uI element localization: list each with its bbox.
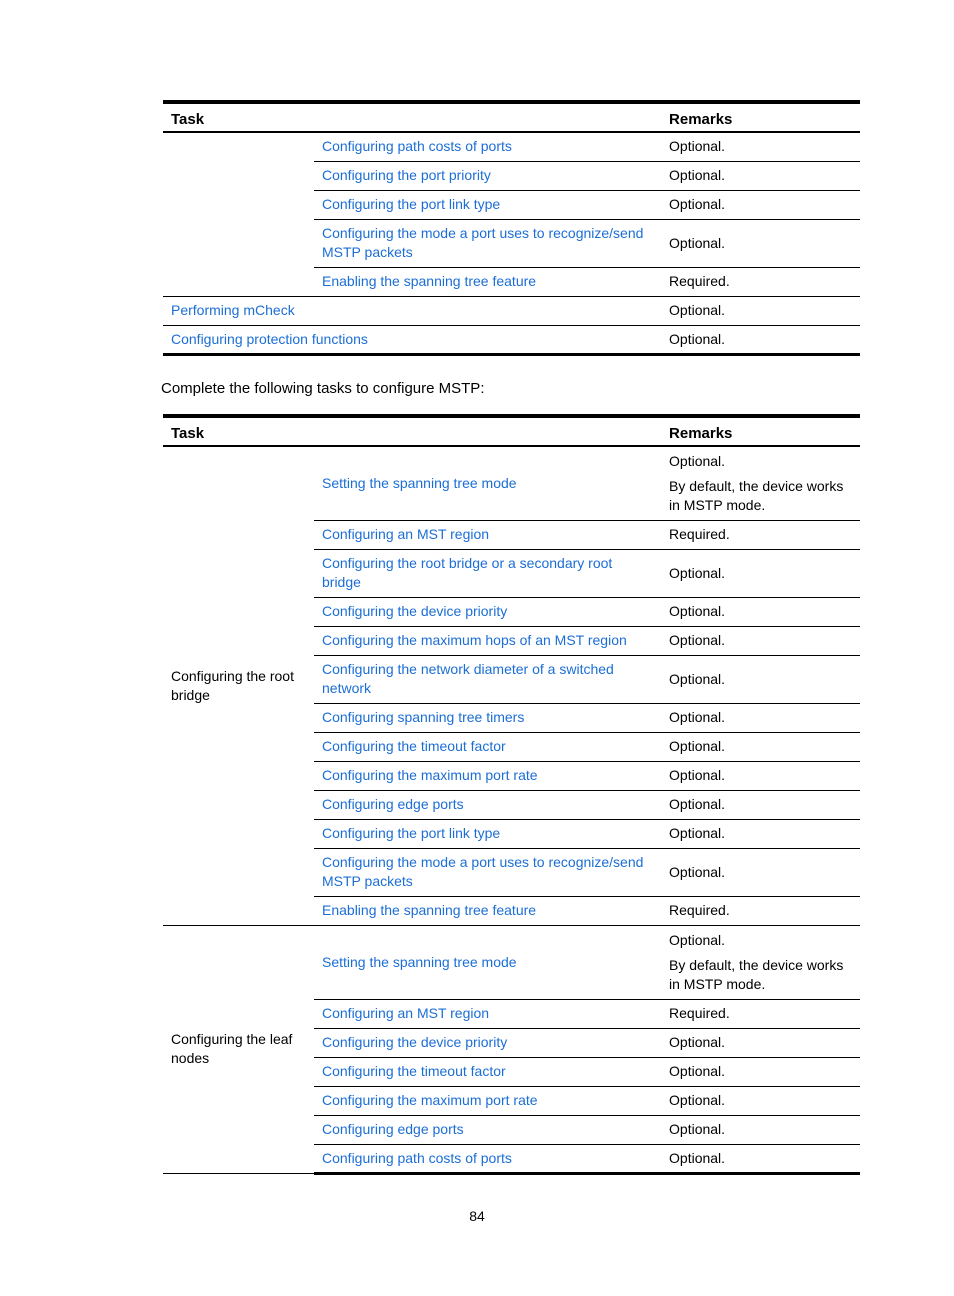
task-link[interactable]: Configuring an MST region [322,1005,490,1021]
task-cell [314,132,661,161]
task-cell [314,267,661,296]
remarks-cell [661,896,860,925]
task-cell [314,1057,661,1086]
intro-text: Complete the following tasks to configure MSTP: [161,380,485,397]
task-cell [314,848,661,896]
remarks-cell [661,1115,860,1144]
remarks-cell [661,1028,860,1057]
remark-text: Optional. [669,603,726,619]
blank-cell [163,219,314,267]
table-row [163,267,860,296]
task-link[interactable]: Configuring the maximum port rate [322,767,538,783]
remark-text: Optional. [669,196,726,212]
task-cell [314,549,661,597]
remark-text: Required. [669,1005,730,1021]
blank-cell [163,161,314,190]
remarks-cell [661,703,860,732]
task-cell [314,1144,661,1173]
remarks-cell [661,732,860,761]
table-header [163,102,860,132]
remarks-cell [661,1057,860,1086]
task-cell [314,626,661,655]
remark-text: Optional. [669,796,726,812]
blank-cell [163,267,314,296]
task-link[interactable]: Configuring the maximum port rate [322,1092,538,1108]
remarks-cell [661,161,860,190]
remarks-cell: Optional. [661,296,860,325]
table-row [163,190,860,219]
remark-text: Optional. [669,234,726,251]
task-link[interactable]: Setting the spanning tree mode [322,953,517,970]
task-link[interactable]: Configuring the mode a port uses to recognize/send MSTP packets [322,225,644,260]
table-row [163,925,860,999]
remark-text: Optional. [669,825,726,841]
remarks-cell [661,999,860,1028]
remark-text: By default, the device works in MSTP mode. [669,956,844,992]
task-link[interactable]: Configuring the device priority [322,1034,508,1050]
remarks-cell [661,761,860,790]
remarks-cell [661,597,860,626]
remark-text: Required. [669,273,730,289]
task-link[interactable]: Enabling the spanning tree feature [322,273,537,289]
remarks-cell [661,1144,860,1173]
task-cell [314,732,661,761]
remark-text: Optional. [669,1121,726,1137]
task-cell [314,1028,661,1057]
task-link[interactable]: Performing mCheck [171,302,295,318]
remark-text: Optional. [669,632,726,648]
task-cell [163,325,661,354]
task-link[interactable]: Configuring the port priority [322,167,491,183]
task-link[interactable]: Configuring protection functions [171,330,368,347]
task-link[interactable]: Setting the spanning tree mode [322,474,517,491]
task-cell [314,896,661,925]
remarks-cell [661,848,860,896]
remark-text: Optional. [669,564,726,581]
task-link[interactable]: Configuring the device priority [322,603,508,619]
task-cell [314,655,661,703]
task-link[interactable]: Configuring the root bridge or a secondary root bridge [322,555,613,590]
remarks-cell: Optional. [661,325,860,354]
task-link[interactable]: Configuring the port link type [322,825,501,841]
task-cell [314,703,661,732]
remarks-cell [661,446,860,520]
remarks-cell [661,925,860,999]
remark-text: By default, the device works in MSTP mode. [669,477,844,513]
task-link[interactable]: Configuring the mode a port uses to recognize/send MSTP packets [322,854,644,889]
remark-text: Optional. [669,1149,726,1166]
table-row [163,325,860,354]
remark-text: Required. [669,526,730,542]
task-link[interactable]: Configuring the maximum hops of an MST region [322,632,627,648]
task-link[interactable]: Configuring spanning tree timers [322,709,525,725]
remark-text: Optional. [669,670,726,687]
task-table-2 [163,414,860,1175]
task-link[interactable]: Enabling the spanning tree feature [322,902,537,918]
remark-text: Optional. [669,138,726,155]
task-cell [314,925,661,999]
table-row [163,219,860,267]
header-remarks: Remarks [661,416,860,446]
blank-cell [163,190,314,219]
remarks-cell [661,655,860,703]
task-link[interactable]: Configuring the timeout factor [322,738,506,754]
task-cell [314,790,661,819]
header-task: Task [163,102,661,132]
remarks-cell [661,132,860,161]
task-cell [314,597,661,626]
task-link[interactable]: Configuring edge ports [322,796,464,812]
group-cell: Configuring the leaf nodes [163,925,314,1173]
remarks-cell [661,520,860,549]
task-cell [314,520,661,549]
remarks-cell [661,219,860,267]
table-row [163,132,860,161]
task-link[interactable]: Configuring an MST region [322,526,490,542]
header-task: Task [163,416,661,446]
task-cell [314,999,661,1028]
remark-text: Optional. [669,452,726,469]
task-cell [314,819,661,848]
remark-text: Optional. [669,1063,726,1079]
remark-text: Optional. [669,863,726,880]
remarks-cell [661,549,860,597]
task-cell [314,161,661,190]
task-cell [163,296,661,325]
task-cell [314,446,661,520]
blank-cell [163,132,314,161]
remark-text: Optional. [669,767,726,783]
task-link[interactable]: Configuring the network diameter of a switched network [322,661,614,696]
task-link[interactable]: Configuring path costs of ports [322,1149,512,1166]
remarks-cell [661,190,860,219]
table-row [163,161,860,190]
page-number: 84 [469,1208,485,1224]
table-row [163,446,860,520]
table-row [163,296,860,325]
task-cell [314,1086,661,1115]
task-cell [314,190,661,219]
remarks-cell [661,790,860,819]
task-link[interactable]: Configuring edge ports [322,1121,464,1137]
table-header [163,416,860,446]
remark-text: Optional. [669,931,726,948]
header-remarks: Remarks [661,102,860,132]
remarks-cell [661,626,860,655]
group-cell: Configuring the root bridge [163,446,314,925]
task-cell [314,219,661,267]
task-link[interactable]: Configuring path costs of ports [322,138,512,155]
remark-text: Optional. [669,1034,726,1050]
remarks-cell [661,1086,860,1115]
remarks-cell [661,267,860,296]
remark-text: Optional. [669,738,726,754]
remarks-cell [661,819,860,848]
task-cell [314,1115,661,1144]
task-link[interactable]: Configuring the port link type [322,196,501,212]
remark-text: Optional. [669,1092,726,1108]
remark-text: Optional. [669,709,726,725]
remark-text: Optional. [669,167,726,183]
remark-text: Required. [669,902,730,918]
task-cell [314,761,661,790]
task-table-1 [163,100,860,356]
task-link[interactable]: Configuring the timeout factor [322,1063,506,1079]
